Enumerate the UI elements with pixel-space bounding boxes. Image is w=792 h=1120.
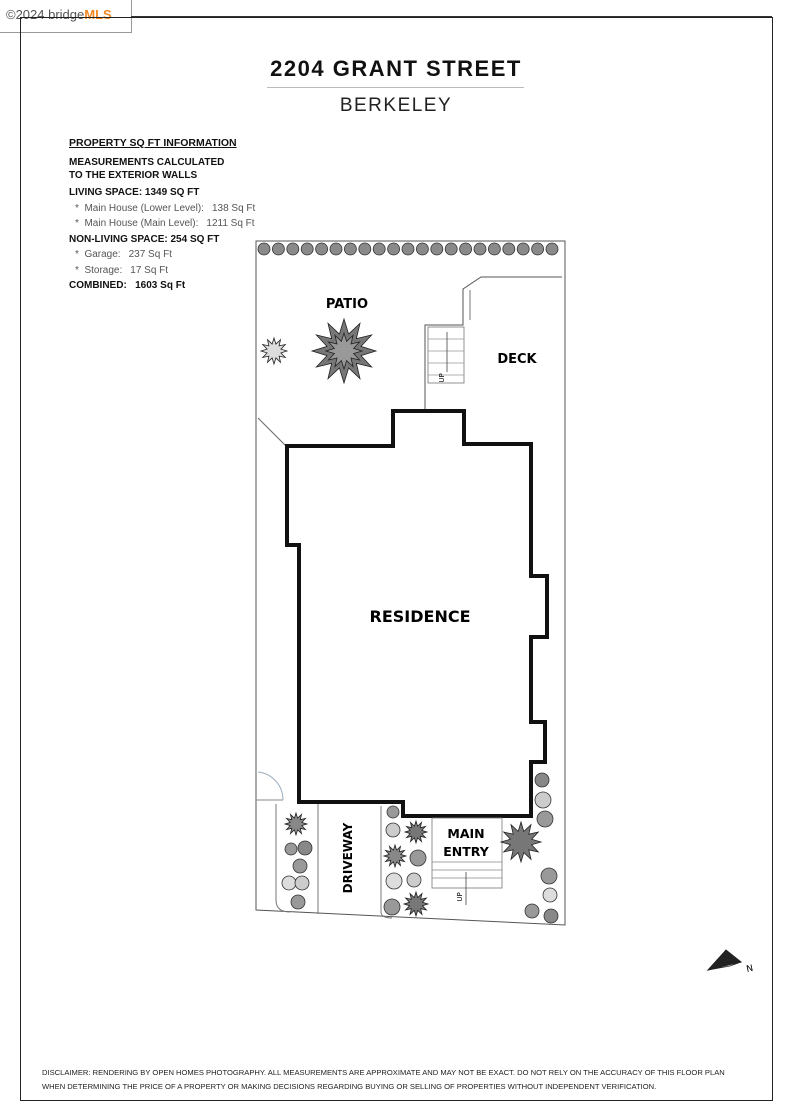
combined-label: COMBINED: [69, 280, 127, 292]
shrub-icon [410, 850, 426, 866]
shrub-icon [258, 243, 270, 255]
patio-label: PATIO [325, 297, 369, 312]
living-space-total: LIVING SPACE: 1349 SQ FT [69, 187, 200, 199]
non-living-item-label: Storage: [84, 264, 123, 276]
plant-icon [405, 821, 427, 843]
shrub-icon [287, 243, 299, 255]
sqft-info-heading: PROPERTY SQ FT INFORMATION [69, 137, 237, 149]
shrub-icon [387, 806, 399, 818]
shrub-icon [384, 899, 400, 915]
shrub-icon [503, 243, 515, 255]
deck-up-label: UP [438, 373, 446, 383]
shrub-icon [541, 868, 557, 884]
shrub-icon [535, 773, 549, 787]
shrub-icon [546, 243, 558, 255]
non-living-item-value: 237 Sq Ft [128, 249, 172, 261]
hedge-row [258, 243, 558, 255]
shrub-icon [359, 243, 371, 255]
address-title: 2204 GRANT STREET [270, 56, 522, 81]
disclaimer-line-1: DISCLAIMER: RENDERING BY OPEN HOMES PHOTOGRAPHY. ALL MEASUREMENTS ARE APPROXIMATE AND MAY NOT BE EXACT. DO NOT RELY ON THE ACCURACY OF THIS FLOOR PLAN [42, 1068, 725, 1077]
shrub-icon [445, 243, 457, 255]
shrub-icon [285, 843, 297, 855]
shrub-icon [298, 841, 312, 855]
shrub-icon [517, 243, 529, 255]
plant-icon [285, 813, 307, 835]
shrub-icon [543, 888, 557, 902]
shrub-icon [460, 243, 472, 255]
city-subtitle: BERKELEY [339, 95, 453, 116]
plant-icon [501, 822, 541, 862]
living-item-label: Main House (Main Level): [84, 218, 199, 230]
residence-label: RESIDENCE [369, 607, 471, 626]
living-item: * Main House (Main Level): 1211 Sq Ft [75, 218, 255, 230]
shrub-icon [291, 895, 305, 909]
shrub-icon [431, 243, 443, 255]
large-plants [261, 319, 541, 862]
main-entry-label-1: MAIN [447, 826, 485, 841]
non-living-item: * Garage: 237 Sq Ft [75, 249, 172, 261]
driveway-label: DRIVEWAY [341, 822, 355, 894]
shrub-icon [488, 243, 500, 255]
living-item-value: 138 Sq Ft [211, 202, 256, 214]
shrub-icon [344, 243, 356, 255]
north-arrow-icon [708, 950, 741, 970]
deck-stairs [428, 327, 464, 383]
living-item: * Main House (Lower Level): 138 Sq Ft [75, 202, 256, 214]
living-item-value: 1211 Sq Ft [206, 218, 255, 230]
deck-label: DECK [497, 352, 537, 367]
shrub-icon [535, 792, 551, 808]
non-living-item: * Storage: 17 Sq Ft [75, 264, 169, 276]
shrub-icon [301, 243, 313, 255]
shrub-icon [525, 904, 539, 918]
plant-icon [384, 845, 406, 867]
shrub-icon [532, 243, 544, 255]
plant-icon [261, 338, 287, 364]
patio-edge [258, 418, 286, 446]
shrub-icon [544, 909, 558, 923]
shrub-icon [295, 876, 309, 890]
disclaimer [42, 1066, 754, 1093]
shrub-icon [386, 873, 402, 889]
shrub-icon [316, 243, 328, 255]
gate-swing [258, 772, 283, 800]
shrub-icon [282, 876, 296, 890]
entry-stairs [432, 862, 502, 905]
shrub-icon [373, 243, 385, 255]
non-living-item-value: 17 Sq Ft [130, 264, 169, 276]
non-living-item-label: Garage: [84, 249, 121, 261]
measurements-note-2: TO THE EXTERIOR WALLS [69, 169, 198, 181]
non-living-space-total: NON-LIVING SPACE: 254 SQ FT [69, 233, 220, 245]
living-item-label: Main House (Lower Level): [84, 202, 204, 214]
measurements-note-1: MEASUREMENTS CALCULATED [69, 157, 225, 169]
main-entry-label-2: ENTRY [443, 844, 489, 859]
combined-value: 1603 Sq Ft [135, 280, 186, 292]
shrub-icon [386, 823, 400, 837]
entry-up-label: UP [456, 892, 464, 902]
shrub-icon [407, 873, 421, 887]
disclaimer-line-2: WHEN DETERMINING THE PRICE OF A PROPERTY OR MAKING DECISIONS REGARDING BUYING OR SELLING OF PROPERTIES WITHOUT INDEPENDENT VERIFICATION. [42, 1081, 657, 1091]
shrub-icon [537, 811, 553, 827]
watermark-brand: MLS [84, 7, 112, 22]
shrub-icon [474, 243, 486, 255]
shrub-icon [293, 859, 307, 873]
shrub-icon [330, 243, 342, 255]
north-label: N [745, 963, 755, 975]
watermark-prefix: ©2024 bridge [6, 7, 85, 22]
shrub-icon [416, 243, 428, 255]
deck-outline [425, 277, 562, 410]
plant-icon [404, 892, 428, 916]
shrub-icon [388, 243, 400, 255]
shrub-icon [402, 243, 414, 255]
shrub-icon [272, 243, 284, 255]
